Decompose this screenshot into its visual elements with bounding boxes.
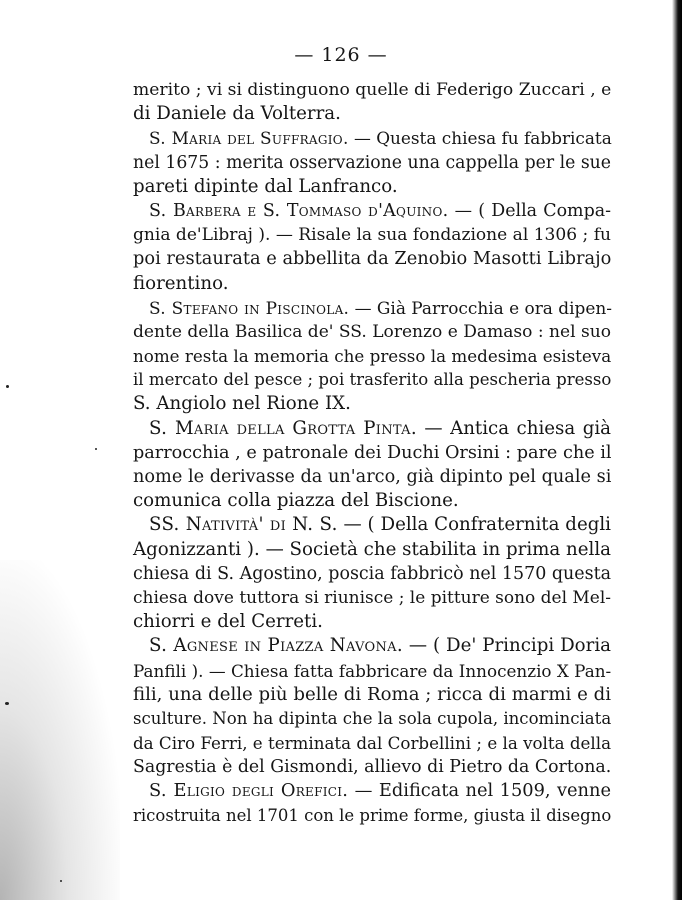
text-line: chiorri e del Cerreti. xyxy=(133,611,323,633)
entry-title: S. Barbera e S. Tommaso d'Aquino. xyxy=(149,200,449,221)
text-line: gnia de'Libraj ). — Risale la sua fondazione al 1306 ; fu xyxy=(133,225,611,246)
text-line: chiesa di S. Agostino, poscia fabbricò nel 1570 questa xyxy=(133,563,611,584)
speck xyxy=(60,880,62,882)
text-line: Agonizzanti ). — Società che stabilita in prima nella xyxy=(133,538,611,560)
text-line: S. Angiolo nel Rione IX. xyxy=(133,393,351,415)
speck xyxy=(95,448,97,450)
entry-heading-line: S. Maria della Grotta Pinta. — Antica chiesa già xyxy=(149,417,611,439)
entry-heading-line: S. Maria del Suffragio. — Questa chiesa fu fabbricata xyxy=(149,128,612,149)
entry-title: S. Stefano in Piscinola. xyxy=(149,297,350,318)
text-line: il mercato del pesce ; poi trasferito alla pescheria presso xyxy=(133,370,612,390)
text-line: poi restaurata e abbellita da Zenobio Masotti Librajo xyxy=(133,248,612,270)
text-line: sculture. Non ha dipinta che la sola cupola, incominciata xyxy=(133,708,612,728)
text-line: nome le derivasse da un'arco, già dipinto pel quale si xyxy=(133,467,612,487)
speck xyxy=(6,385,9,388)
text-line: Panfili ). — Chiesa fatta fabbricare da Innocenzio X Pan- xyxy=(133,660,612,681)
text-line: dente della Basilica de' SS. Lorenzo e Damaso : nel suo xyxy=(133,321,611,342)
page-number: — 126 — xyxy=(294,44,388,66)
text-line: comunica colla piazza del Biscione. xyxy=(133,490,459,512)
text-line: pareti dipinte dal Lanfranco. xyxy=(133,175,398,197)
entry-heading-line: S. Eligio degli Orefici. — Edificata nel 1509, venne xyxy=(149,780,611,802)
text-line: fili, una delle più belle di Roma ; ricca di marmi e di xyxy=(133,683,611,705)
text-line: nel 1675 : merita osservazione una cappella per le sue xyxy=(133,152,611,173)
text-line: fiorentino. xyxy=(133,272,229,294)
text-line: ricostruita nel 1701 con le prime forme, giusta il disegno xyxy=(133,805,612,825)
text-line: parrocchia , e patronale dei Duchi Orsini : pare che il xyxy=(133,442,612,463)
speck xyxy=(5,702,9,705)
entry-title: S. Agnese in Piazza Navona. xyxy=(149,635,403,657)
entry-title: S. Maria della Grotta Pinta. xyxy=(149,417,417,439)
text-line: Sagrestia è del Gismondi, allievo di Pietro da Cortona. xyxy=(133,757,612,778)
entry-title: SS. Natività' di N. S. xyxy=(149,514,338,536)
entry-title: S. Eligio degli Orefici. xyxy=(149,780,349,802)
text-body xyxy=(133,78,611,828)
entry-heading-line: SS. Natività' di N. S. — ( Della Confraternita degli xyxy=(149,514,611,536)
text-line: chiesa dove tuttora si riunisce ; le pitture sono del Mel- xyxy=(133,587,612,608)
text-line: merito ; vi si distinguono quelle di Federigo Zuccari , e xyxy=(133,80,612,100)
entry-heading-line: S. Agnese in Piazza Navona. — ( De' Principi Doria xyxy=(149,635,611,657)
page-stain xyxy=(0,560,120,900)
text-line: nome resta la memoria che presso la medesima esisteva xyxy=(133,346,612,367)
entry-heading-line: S. Stefano in Piscinola. — Già Parrocchia e ora dipen- xyxy=(149,297,612,318)
text-line: da Ciro Ferri, e terminata dal Corbellini ; e la volta della xyxy=(133,733,612,754)
page-edge-shadow xyxy=(672,0,682,900)
text-line: di Daniele da Volterra. xyxy=(133,103,341,125)
entry-title: S. Maria del Suffragio. xyxy=(149,128,349,149)
entry-heading-line: S. Barbera e S. Tommaso d'Aquino. — ( Della Compa- xyxy=(149,200,612,221)
